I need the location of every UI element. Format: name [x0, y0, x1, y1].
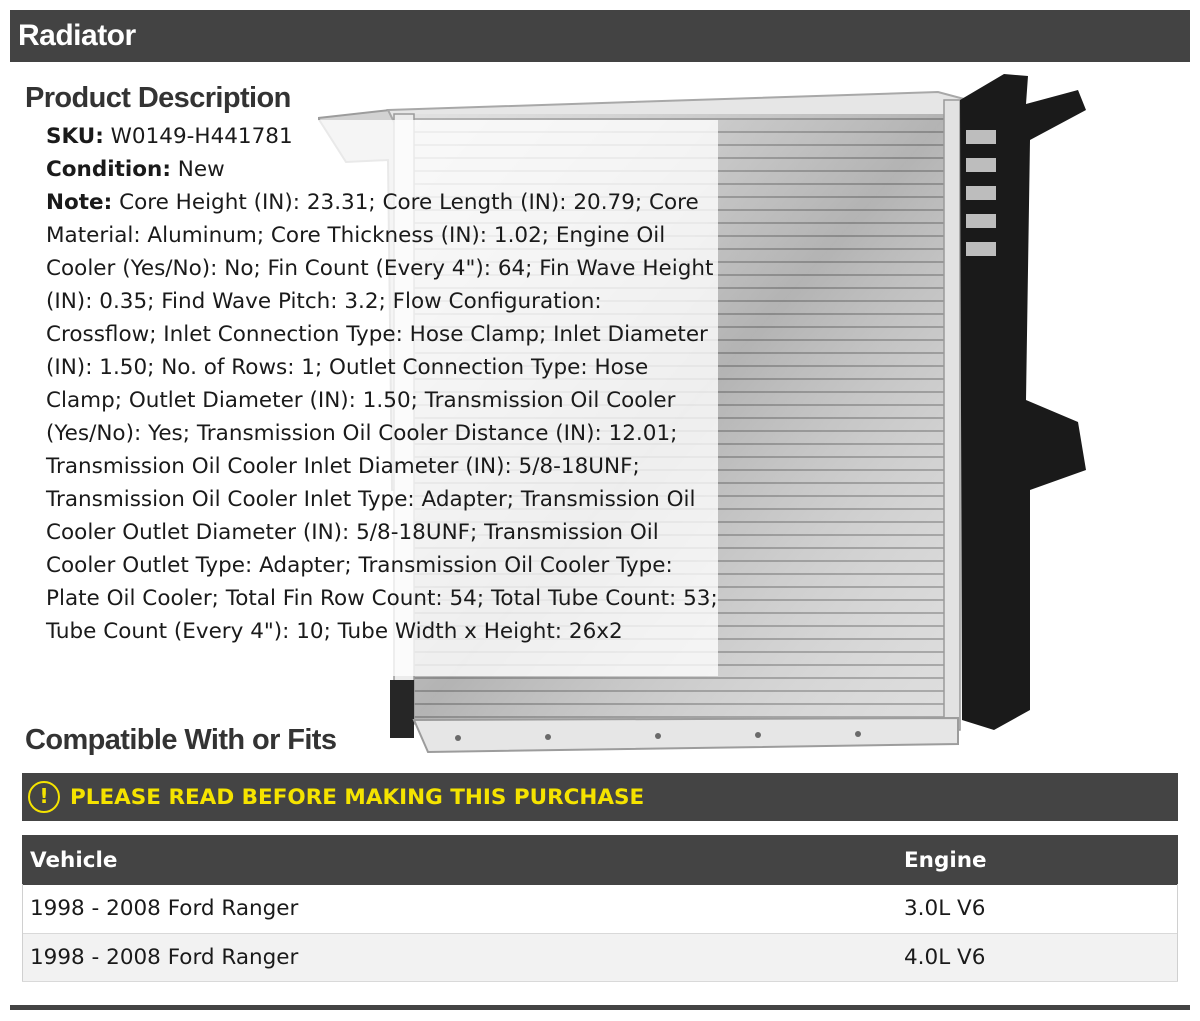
condition-row [46, 153, 718, 186]
vehicle-column-header: Vehicle [22, 835, 896, 885]
warning-text: PLEASE READ BEFORE MAKING THIS PURCHASE [70, 784, 645, 810]
product-description-heading: Product Description [25, 82, 291, 114]
engine-cell: 3.0L V6 [896, 885, 1178, 933]
condition-label: Condition: [46, 157, 171, 182]
compatibility-heading: Compatible With or Fits [25, 724, 337, 756]
condition-value: New [177, 157, 225, 182]
vehicle-cell: 1998 - 2008 Ford Ranger [22, 933, 896, 981]
table-header-row [22, 835, 1178, 885]
table-row [22, 885, 1178, 933]
sku-value: W0149-H441781 [110, 124, 293, 149]
table-row [22, 933, 1178, 981]
product-description [46, 120, 718, 648]
purchase-warning-banner[interactable] [22, 773, 1178, 821]
note-value: Core Height (IN): 23.31; Core Length (IN): 20.79; Core Material: Aluminum; Core Thickness (IN): 1.02; Engine Oil Cooler (Yes/No): No; Fin Count (Every 4"): 64; Fin Wave Height (IN): 0.35; Find Wave Pitch: 3.2; Flow Configuration: Crossflow; Inlet Connection Type: Hose Clamp; Inlet Diameter (IN): 1.50; No. of Rows: 1; Outlet Connection Type: Hose Clamp; Outlet Diameter (IN): 1.50; Transmission Oil Cooler (Yes/No): Yes; Transmission Oil Cooler Distance (IN): 12.01; Transmission Oil Cooler Inlet Diameter (IN): 5/8-18UNF; Transmission Oil Cooler Inlet Type: Adapter; Transmission Oil Cooler Outlet Diameter (IN): 5/8-18UNF; Transmission Oil Cooler Outlet Type: Adapter; Transmission Oil Cooler Type: Plate Oil Cooler; Total Fin Row Count: 54; Total Tube Count: 53; Tube Count (Every 4"): 10; Tube Width x Height: 26x2 [46, 190, 718, 644]
sku-row [46, 120, 718, 153]
section-divider [10, 1005, 1190, 1010]
engine-column-header: Engine [896, 835, 1178, 885]
warning-icon: ! [28, 781, 60, 813]
sku-label: SKU: [46, 124, 104, 149]
engine-cell: 4.0L V6 [896, 933, 1178, 981]
note-row [46, 186, 718, 648]
page-title: Radiator [10, 10, 1190, 62]
vehicle-cell: 1998 - 2008 Ford Ranger [22, 885, 896, 933]
fitment-table [22, 835, 1178, 982]
note-label: Note: [46, 190, 113, 215]
